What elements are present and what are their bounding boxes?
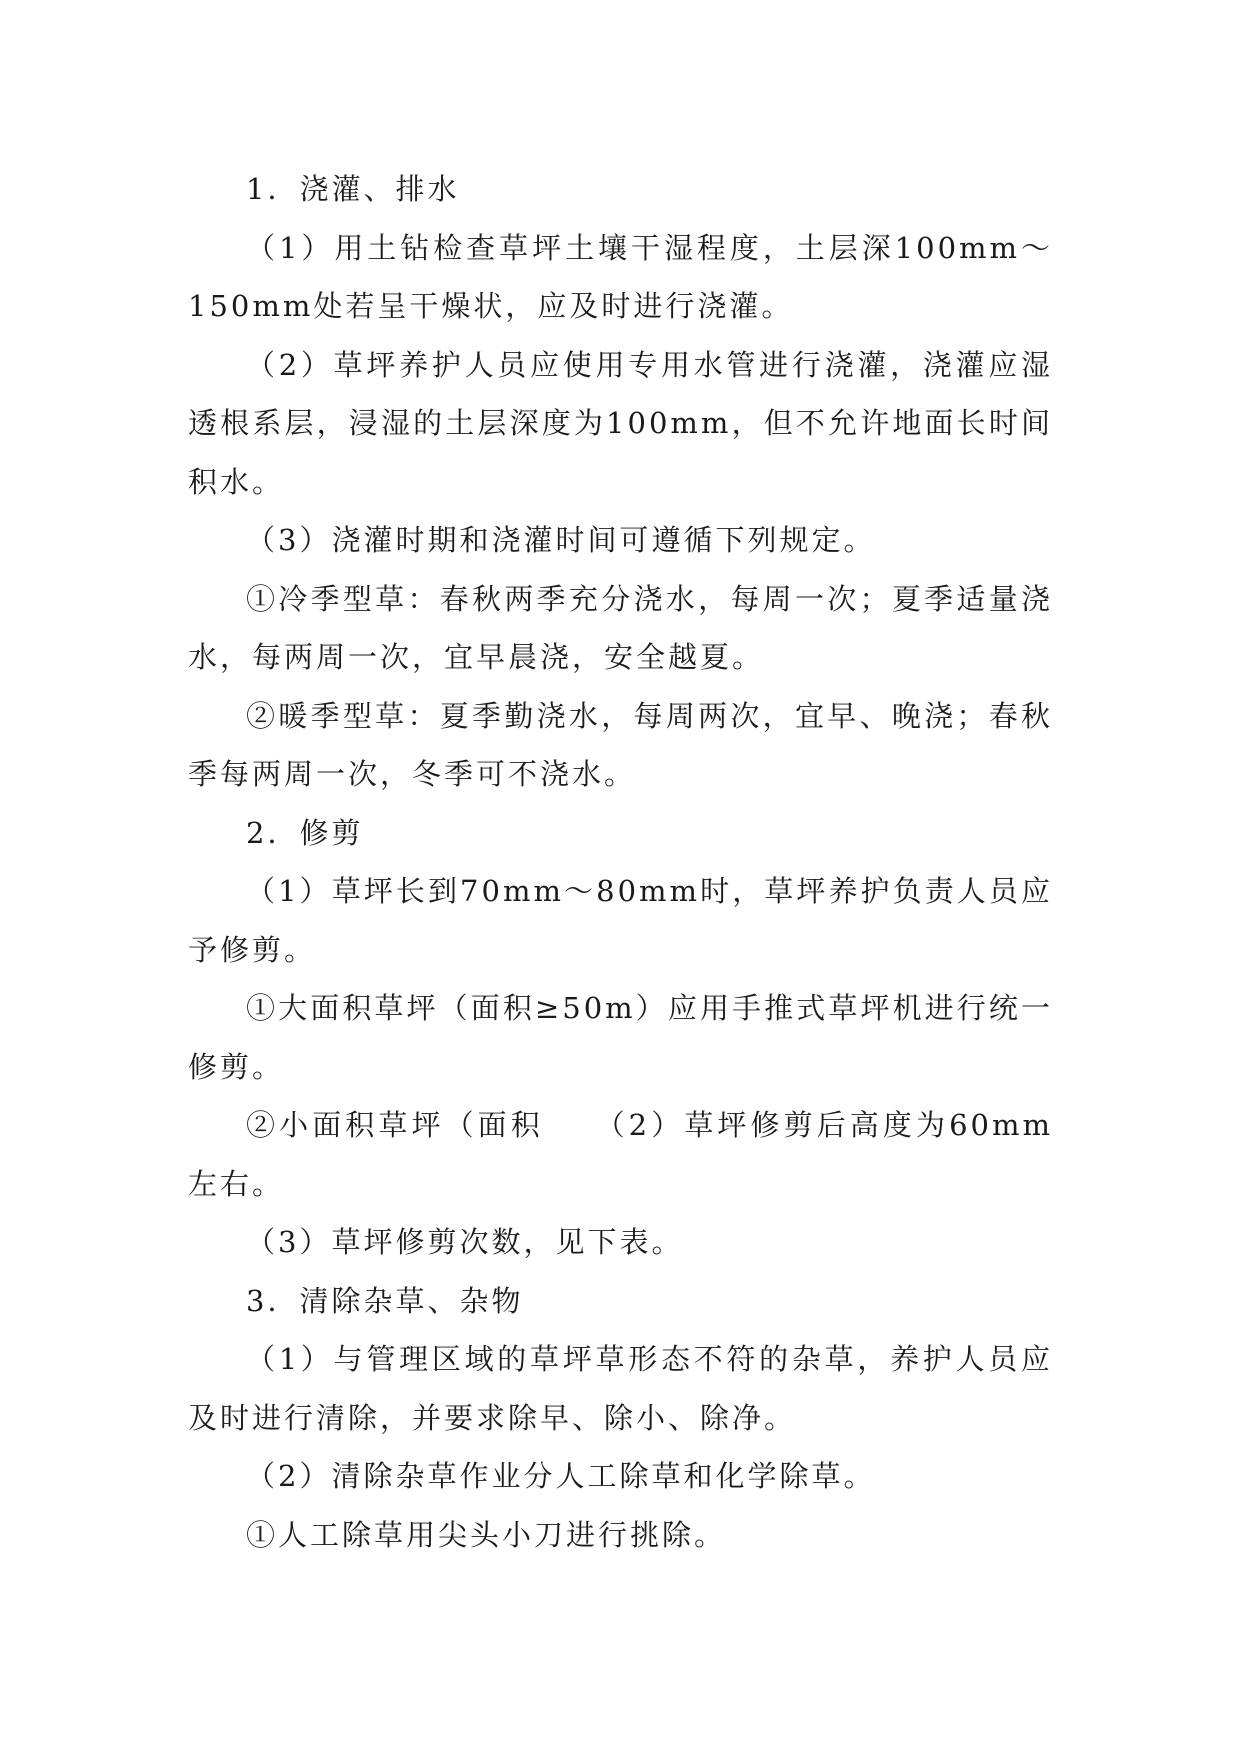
paragraph: ②暖季型草：夏季勤浇水，每周两次，宜早、晚浇；春秋季每两周一次，冬季可不浇水。 [188, 698, 1053, 791]
paragraph: （3）浇灌时期和浇灌时间可遵循下列规定。 [246, 523, 876, 557]
section-heading-weeding: 3．清除杂草、杂物 [246, 1283, 524, 1318]
paragraph: （2）清除杂草作业分人工除草和化学除草。 [246, 1459, 876, 1493]
paragraph: （1）用土钻检查草坪土壤干湿程度，土层深100mm～150mm处若呈干燥状，应及时进行浇灌。 [188, 230, 1053, 323]
paragraph: （1）草坪长到70mm～80mm时，草坪养护负责人员应予修剪。 [188, 874, 1053, 967]
paragraph: （3）草坪修剪次数，见下表。 [246, 1225, 684, 1259]
section-heading-mowing: 2．修剪 [246, 815, 364, 850]
paragraph: ①冷季型草：春秋两季充分浇水，每周一次；夏季适量浇水，每两周一次，宜早晨浇，安全越夏。 [188, 581, 1053, 674]
paragraph: （1）与管理区域的草坪草形态不符的杂草，养护人员应及时进行清除，并要求除早、除小、除净。 [188, 1342, 1053, 1435]
paragraph: （2）草坪养护人员应使用专用水管进行浇灌，浇灌应湿透根系层，浸湿的土层深度为100mm，但不允许地面长时间积水。 [188, 347, 1053, 499]
paragraph: ①大面积草坪（面积≥50m）应用手推式草坪机进行统一修剪。 [188, 991, 1053, 1084]
paragraph: ①人工除草用尖头小刀进行挑除。 [246, 1517, 727, 1552]
section-heading-irrigation: 1．浇灌、排水 [246, 172, 460, 206]
document-body [188, 160, 1053, 1564]
paragraph: ②小面积草坪（面积 （2）草坪修剪后高度为60mm左右。 [188, 1108, 1053, 1201]
